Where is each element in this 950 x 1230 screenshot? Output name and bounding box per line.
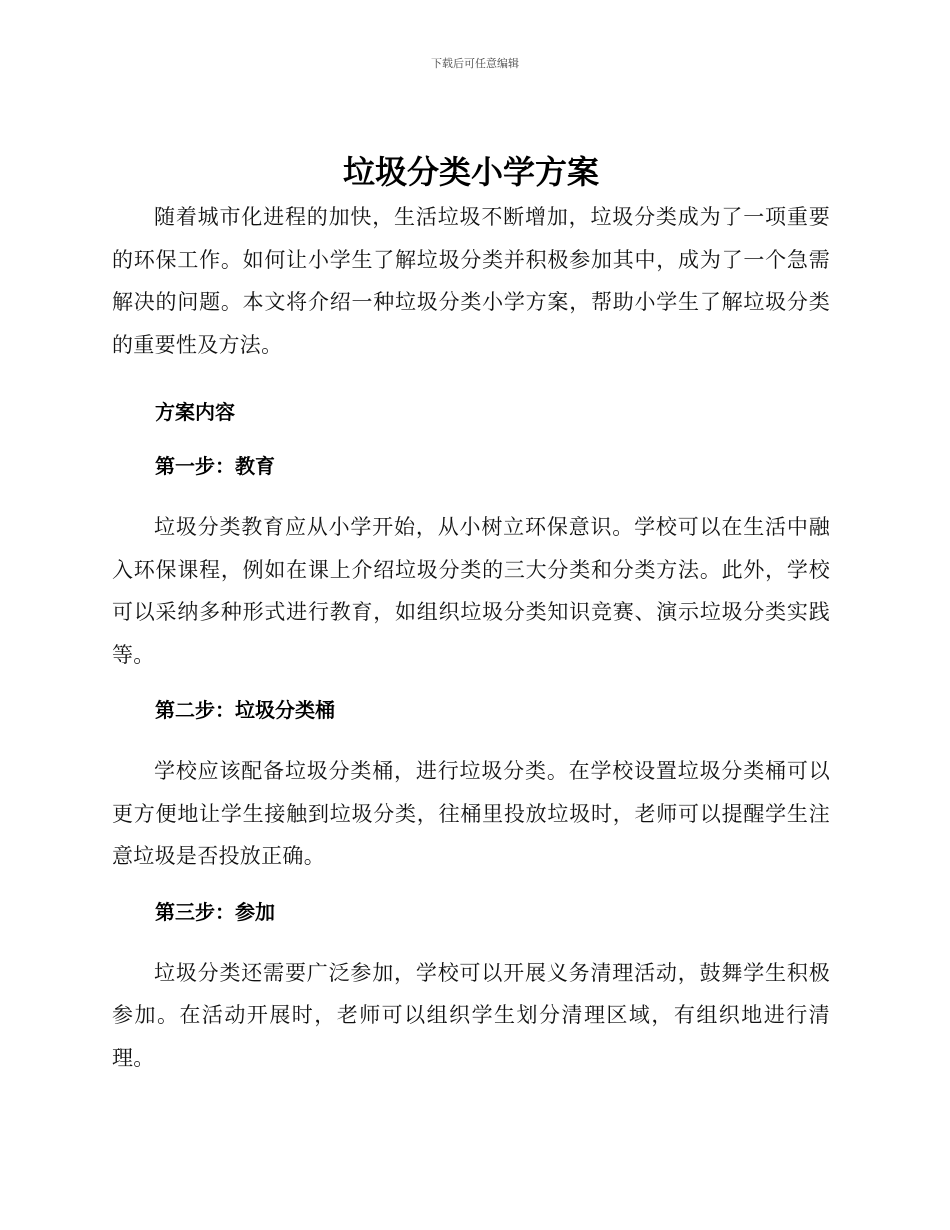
step-heading: 第一步：教育 [155,454,275,478]
document-title: 垃圾分类小学方案 [342,153,599,191]
step-paragraph: 学校应该配备垃圾分类桶，进行垃圾分类。在学校设置垃圾分类桶可以更方便地让学生接触到垃圾分类，往桶里投放垃圾时，老师可以提醒学生注意垃圾是否投放正确。 [112,759,830,868]
step-heading: 第三步：参加 [155,899,275,924]
intro-paragraph: 随着城市化进程的加快，生活垃圾不断增加，垃圾分类成为了一项重要的环保工作。如何让小学生了解垃圾分类并积极参加其中，成为了一个急需解决的问题。本文将介绍一种垃圾分类小学方案，帮助小学生了解垃圾分类的重要性及方法。 [112,205,830,357]
header-note: 下载后可任意编辑 [431,57,519,70]
document-body [112,150,830,1079]
step-paragraph: 垃圾分类教育应从小学开始，从小树立环保意识。学校可以在生活中融入环保课程，例如在课上介绍垃圾分类的三大分类和分类方法。此外，学校可以采纳多种形式进行教育，如组织垃圾分类知识竞赛、演示垃圾分类实践等。 [112,515,830,667]
section-heading: 方案内容 [155,400,235,424]
step-paragraph: 垃圾分类还需要广泛参加，学校可以开展义务清理活动，鼓舞学生积极参加。在活动开展时，老师可以组织学生划分清理区域，有组织地进行清理。 [112,960,830,1070]
step-heading: 第二步：垃圾分类桶 [155,698,335,722]
